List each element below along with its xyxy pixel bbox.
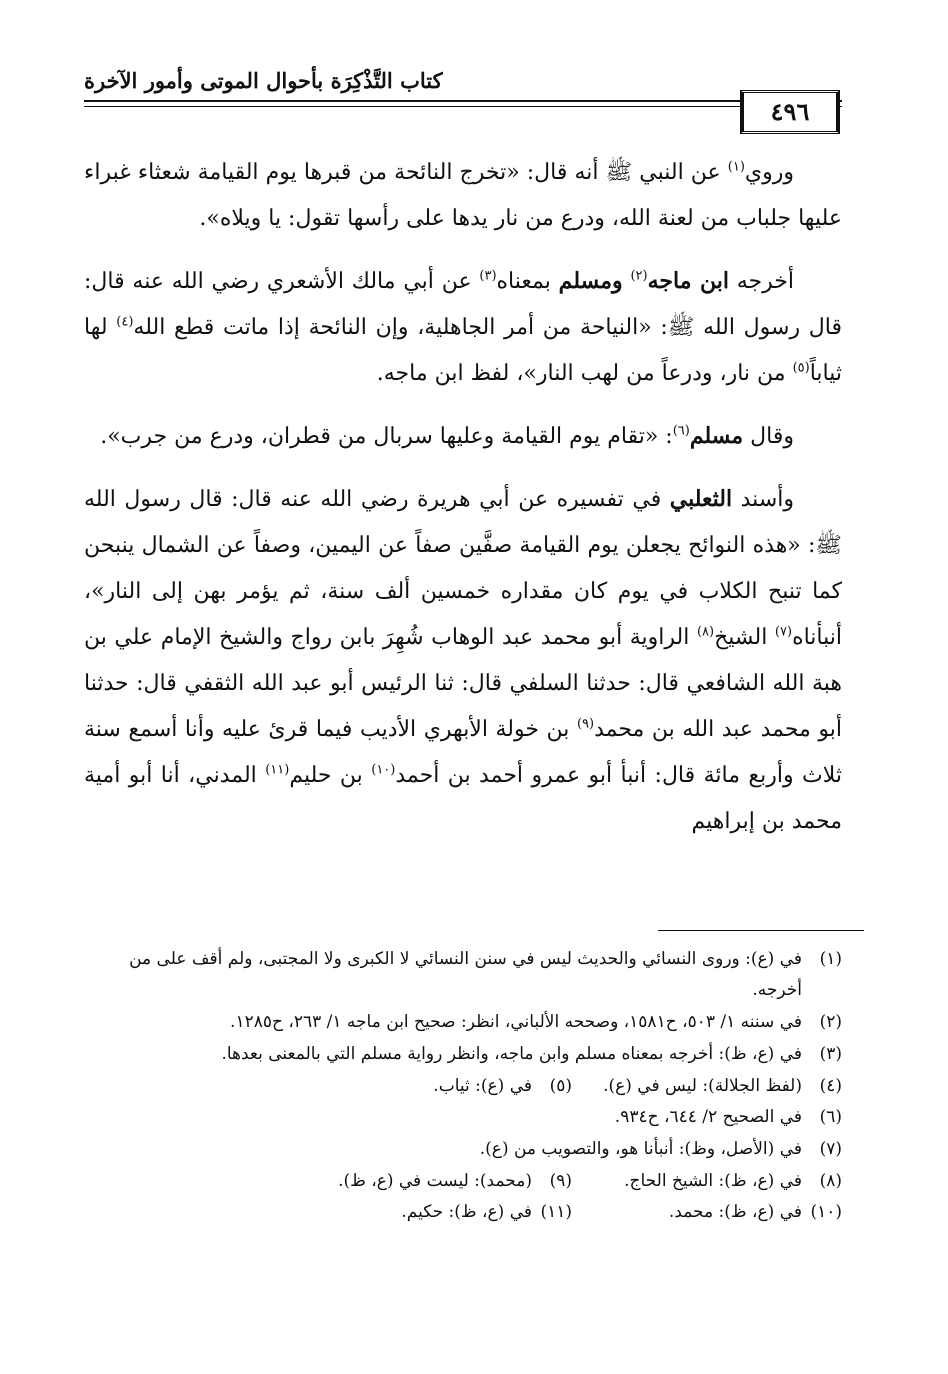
footnote-item — [84, 1134, 842, 1165]
footnote-ref[interactable]: (٦) — [672, 423, 690, 439]
footnote-text: في (ع، ظ): حكيم. — [401, 1202, 532, 1222]
footnote-pair — [84, 1166, 842, 1197]
footnote-number: (٣) — [819, 1044, 842, 1064]
header-rule — [84, 100, 842, 102]
footnote-text: (لفظ الجلالة): ليس في (ع). — [603, 1076, 802, 1096]
footnote-item — [84, 1102, 842, 1133]
text-run: عن النبي ﷺ أنه قال: «تخرج النائحة من قبرها يوم القيامة شعثاء غبراء عليها جلباب من لعنة الله، ودرع من نار يدها على رأسها تقول: يا ويلاه». — [84, 160, 842, 231]
footnote-ref[interactable]: (١) — [727, 159, 745, 175]
footnote-item — [433, 1071, 572, 1102]
text-run: بن حليم — [289, 763, 372, 788]
paragraph-4 — [84, 476, 842, 845]
text-run: لها ثياباً — [84, 315, 842, 386]
text-run: في تفسيره عن أبي هريرة رضي الله عنه قال: قال رسول الله ﷺ: «هذه النوائح يجعلن يوم القيامة صفَّين صفاً عن اليمين، وصفاً عن الشمال ينبحن كما تنبح الكلاب في يوم كان مقداره خمسين ألف سنة، ثم يؤمر بهن إلى النار»، أنبأناه — [84, 487, 842, 650]
footnote-ref[interactable]: (١١) — [265, 762, 290, 778]
footnote-text: في سننه ١/ ٥٠٣، ح١٥٨١، وصححه الألباني، انظر: صحيح ابن ماجه ١/ ٢٦٣، ح١٢٨٥. — [230, 1012, 802, 1032]
text-run: الشيخ — [714, 625, 775, 650]
footnote-text: في (ع، ظ): محمد. — [668, 1202, 802, 1222]
footnote-separator — [658, 930, 864, 931]
footnote-text: في (ع): وروى النسائي والحديث ليس في سنن النسائي لا الكبرى ولا المجتبى، ولم أقف على من أخرجه. — [129, 949, 802, 1000]
page-number: ٤٩٦ — [740, 90, 840, 134]
text-run: من نار، ودرعاً من لهب النار»، لفظ ابن ماجه. — [376, 361, 793, 386]
footnote-text: في (ع، ظ): أخرجه بمعناه مسلم وابن ماجه، وانظر رواية مسلم التي بالمعنى بعدها. — [221, 1044, 802, 1064]
footnote-ref[interactable]: (٤) — [116, 314, 134, 330]
footnote-number: (٧) — [819, 1139, 842, 1159]
footnote-item — [84, 1039, 842, 1070]
footnote-number: (٤) — [819, 1076, 842, 1096]
footnote-item — [84, 1007, 842, 1038]
text-run: أخرجه — [728, 269, 794, 294]
header-rule-thin — [84, 106, 842, 107]
footnote-number: (٨) — [819, 1171, 842, 1191]
paragraph-3 — [84, 413, 842, 460]
bold-name: ابن ماجه — [647, 268, 729, 294]
footnote-item — [338, 1166, 572, 1197]
text-run: عن أبي مالك الأشعري رضي الله عنه قال: قال رسول الله ﷺ: «النياحة من أمر الجاهلية، وإن النائحة إذا ماتت قطع الله — [84, 269, 842, 340]
text-run: بمعناه — [496, 269, 559, 294]
footnote-text: في (ع): ثياب. — [433, 1076, 532, 1096]
footnote-ref[interactable]: (٨) — [696, 624, 715, 640]
footnote-number: (٢) — [819, 1012, 842, 1032]
footnotes — [84, 944, 842, 1228]
text-run: وروي — [744, 160, 794, 185]
text-run: : «تقام يوم القيامة وعليها سربال من قطران، ودرع من جرب». — [100, 424, 673, 449]
footnote-item — [84, 944, 842, 1006]
footnote-ref[interactable]: (٥) — [792, 360, 810, 376]
bold-name: الثعلبي — [669, 486, 733, 512]
footnote-item — [401, 1197, 572, 1228]
paragraph-1 — [84, 150, 842, 242]
text-run: بن خولة الأبهري الأديب فيما قرئ عليه وأنا أسمع سنة ثلاث وأربع مائة قال: أنبأ أبو عمرو أحمد بن أحمد — [84, 717, 842, 788]
footnote-number: (٥) — [549, 1076, 572, 1096]
main-text — [84, 150, 842, 861]
footnote-ref[interactable]: (٧) — [774, 624, 793, 640]
running-header — [84, 56, 842, 128]
footnote-text: (محمد): ليست في (ع، ظ). — [338, 1171, 532, 1191]
text-run: المدني، أنا أبو أمية محمد بن إبراهيم — [84, 763, 842, 834]
footnote-item — [572, 1071, 842, 1102]
footnote-number: (١١) — [540, 1202, 572, 1222]
footnote-pair — [84, 1197, 842, 1228]
footnote-item — [572, 1166, 842, 1197]
footnote-item — [572, 1197, 842, 1228]
text-run: الراوية أبو محمد عبد الوهاب شُهِرَ بابن رواج والشيخ الإمام علي بن هبة الله الشافعي قال: حدثنا السلفي قال: ثنا الرئيس أبو عبد الله الثقفي قال: حدثنا أبو محمد عبد الله بن محمد — [84, 625, 842, 742]
bold-name: مسلم — [689, 423, 744, 449]
footnote-number: (١٠) — [810, 1202, 842, 1222]
footnote-number: (٦) — [819, 1107, 842, 1127]
footnote-text: في الصحيح ٢/ ٦٤٤، ح٩٣٤. — [614, 1107, 802, 1127]
footnote-ref[interactable]: (٣) — [479, 268, 497, 284]
footnote-ref[interactable]: (٩) — [576, 716, 595, 732]
footnote-text: في (ع، ظ): الشيخ الحاج. — [624, 1171, 802, 1191]
footnote-text: في (الأصل، وظ): أنبأنا هو، والتصويب من (ع). — [479, 1139, 802, 1159]
footnote-ref[interactable]: (١٠) — [371, 762, 396, 778]
footnote-number: (١) — [819, 949, 842, 969]
bold-name: ومسلم — [558, 268, 623, 294]
footnote-ref[interactable]: (٢) — [630, 268, 648, 284]
text-run: وقال — [743, 424, 794, 449]
text-run: وأسند — [732, 487, 794, 512]
footnote-pair — [84, 1071, 842, 1102]
book-title: كتاب التَّذْكِرَة بأحوال الموتى وأمور الآخرة — [84, 68, 443, 93]
paragraph-2 — [84, 258, 842, 397]
footnote-number: (٩) — [549, 1171, 572, 1191]
